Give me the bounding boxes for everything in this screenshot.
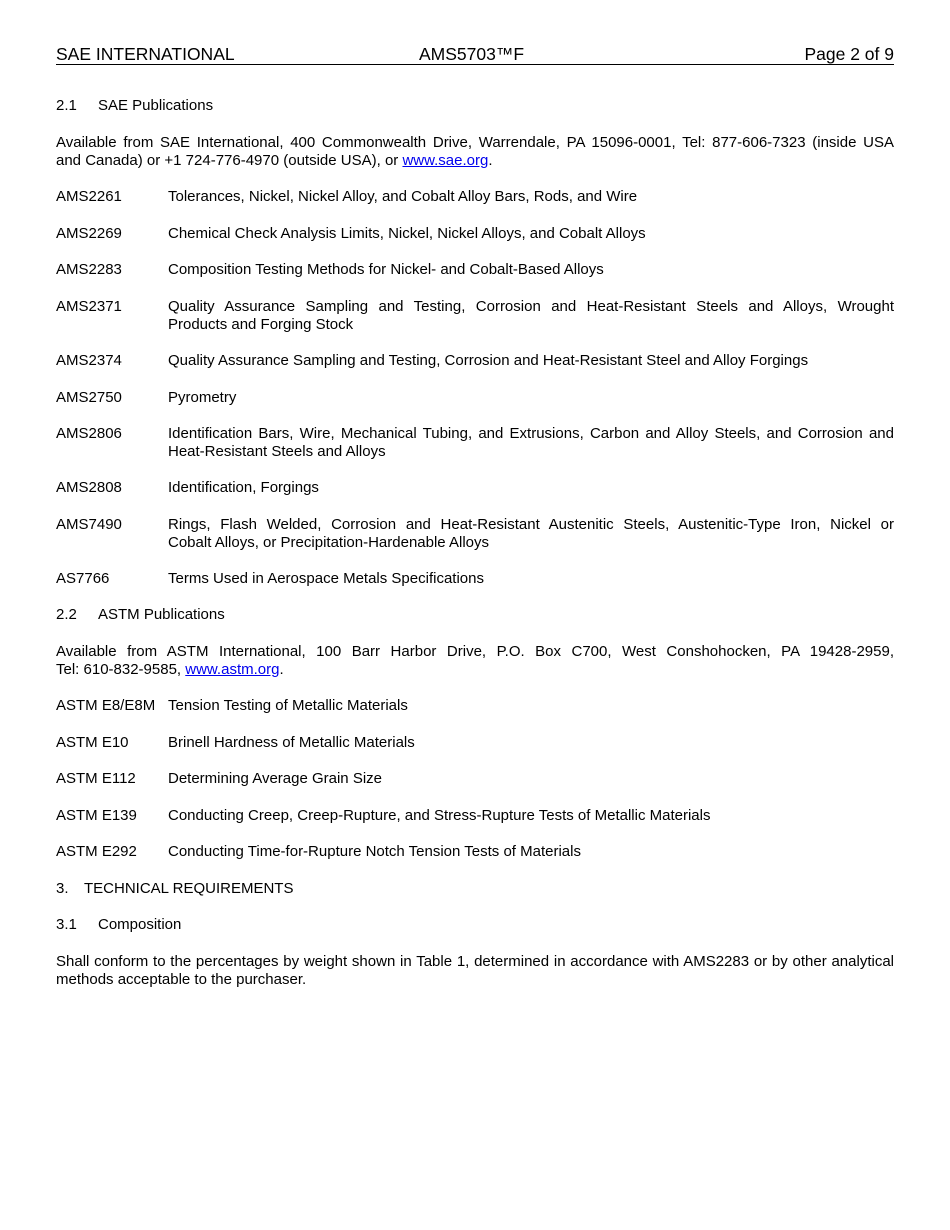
reference-code: AMS2371 [56,298,122,315]
reference-code: ASTM E139 [56,807,137,824]
section-heading-3-1 [56,916,894,934]
reference-item [56,734,894,752]
reference-code: AS7766 [56,570,110,587]
reference-code: ASTM E8/E8M [56,697,156,714]
astm-availability-paragraph [56,643,894,679]
reference-item [56,425,894,461]
section-number: 2.2 [56,606,77,623]
paragraph-line: Available from ASTM International, 100 Barr Harbor Drive, P.O. Box C700, West Conshohocken, PA 19428-2959, [56,643,894,660]
reference-item [56,570,894,588]
reference-item [56,843,894,861]
paragraph-line: Available from SAE International, 400 Commonwealth Drive, Warrendale, PA 15096-0001, Tel: 877-606-7323 (inside USA [56,134,894,151]
reference-code: AMS2374 [56,352,122,369]
reference-title: Tolerances, Nickel, Nickel Alloy, and Cobalt Alloy Bars, Rods, and Wire [168,188,638,205]
section-title: ASTM Publications [98,606,225,623]
reference-code: AMS2261 [56,188,122,205]
reference-item [56,261,894,279]
reference-title: Chemical Check Analysis Limits, Nickel, Nickel Alloys, and Cobalt Alloys [168,225,646,242]
reference-code: AMS2808 [56,479,122,496]
reference-title: Terms Used in Aerospace Metals Specifications [168,570,484,587]
reference-item [56,807,894,825]
reference-title-line: Rings, Flash Welded, Corrosion and Heat-Resistant Austenitic Steels, Austenitic-Type Iron, Nickel or [168,516,894,533]
header-org: SAE INTERNATIONAL [56,44,235,64]
paragraph-line: methods acceptable to the purchaser. [56,971,307,988]
reference-title: Determining Average Grain Size [168,770,382,787]
reference-item [56,225,894,243]
reference-title-line: Heat-Resistant Steels and Alloys [168,443,386,460]
reference-title [168,298,894,334]
header-doc-id: AMS5703™F [419,44,525,64]
paragraph-line [56,661,894,679]
reference-item [56,188,894,206]
astm-website-link[interactable]: www.astm.org [185,661,280,678]
reference-title: Composition Testing Methods for Nickel- and Cobalt-Based Alloys [168,261,604,278]
reference-item [56,352,894,370]
reference-title: Pyrometry [168,389,237,406]
reference-code: AMS7490 [56,516,122,533]
reference-title [168,425,894,461]
reference-item [56,389,894,407]
section-title: SAE Publications [98,97,214,114]
reference-item [56,697,894,715]
section-heading-2-1 [56,97,894,115]
reference-code: AMS2269 [56,225,122,242]
sae-availability-paragraph [56,134,894,170]
paragraph-text: . [279,661,284,678]
paragraph-line: Shall conform to the percentages by weight shown in Table 1, determined in accordance with AMS2283 or by other analytical [56,953,894,970]
reference-item [56,298,894,334]
reference-code: ASTM E10 [56,734,129,751]
section-title: TECHNICAL REQUIREMENTS [84,880,294,897]
section-title: Composition [98,916,182,933]
reference-code: AMS2750 [56,389,122,406]
reference-title-line: Quality Assurance Sampling and Testing, Corrosion and Heat-Resistant Steels and Alloys, Wrought [168,298,894,315]
reference-title-line: Products and Forging Stock [168,316,354,333]
section-number: 3. [56,880,69,897]
reference-code: ASTM E112 [56,770,136,787]
reference-code: ASTM E292 [56,843,137,860]
paragraph-text: Tel: 610-832-9585, [56,661,186,678]
section-number: 3.1 [56,916,77,933]
reference-code: AMS2283 [56,261,122,278]
reference-title: Tension Testing of Metallic Materials [168,697,408,714]
reference-code: AMS2806 [56,425,122,442]
reference-item [56,479,894,497]
reference-item [56,516,894,552]
section-heading-2-2 [56,606,894,624]
sae-website-link[interactable]: www.sae.org [402,152,489,169]
reference-title [168,516,894,552]
paragraph-line [56,152,894,170]
reference-title: Quality Assurance Sampling and Testing, Corrosion and Heat-Resistant Steel and Alloy Forgings [168,352,809,369]
page-header [56,44,894,65]
reference-item [56,770,894,788]
section-number: 2.1 [56,97,77,114]
reference-title: Conducting Creep, Creep-Rupture, and Stress-Rupture Tests of Metallic Materials [168,807,711,824]
section-heading-3 [56,880,894,898]
reference-title: Identification, Forgings [168,479,319,496]
header-page-number: Page 2 of 9 [804,44,894,64]
paragraph-text: . [488,152,493,169]
reference-title-line: Cobalt Alloys, or Precipitation-Hardenable Alloys [168,534,489,551]
reference-title: Conducting Time-for-Rupture Notch Tension Tests of Materials [168,843,581,860]
paragraph-text: and Canada) or +1 724-776-4970 (outside USA), or [56,152,403,169]
reference-title: Brinell Hardness of Metallic Materials [168,734,415,751]
composition-paragraph [56,953,894,989]
reference-title-line: Identification Bars, Wire, Mechanical Tubing, and Extrusions, Carbon and Alloy Steels, and Corrosion and [168,425,894,442]
